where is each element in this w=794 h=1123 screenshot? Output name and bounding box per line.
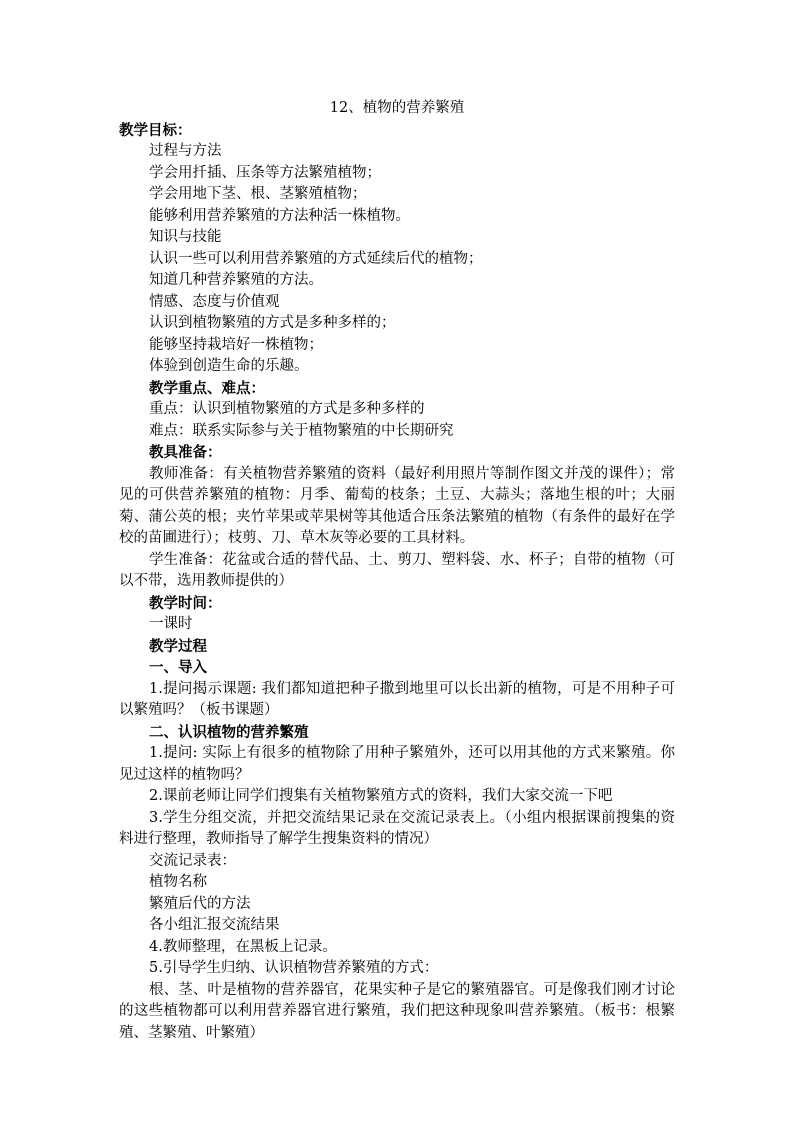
paragraph-teacher-prep: 教师准备：有关植物营养繁殖的资料（最好利用照片等制作图文并茂的课件）；常见的可供营养繁殖的植物：月季、葡萄的枝条；土豆、大蒜头；落地生根的叶；大丽菊、蒲公英的根；夹竹苹果或苹果树等其他适合压条法繁殖的植物（有条件的最好在学校的苗圃进行）；枝剪、刀、草木灰等必要的工具材料。 [119, 465, 675, 546]
paragraph-summary: 根、茎、叶是植物的营养器官，花果实种子是它的繁殖器官。可是像我们刚才讨论的这些植物都可以利用营养器官进行繁殖，我们把这种现象叫营养繁殖。（板书：根繁殖、茎繁殖、叶繁殖） [119, 981, 675, 1041]
document-title: 12、植物的营养繁殖 [329, 100, 465, 116]
heading-section-two: 二、认识植物的营养繁殖 [149, 723, 309, 741]
paragraph-question: 1.提问: 实际上有很多的植物除了用种子繁殖外，还可以用其他的方式来繁殖。你见过这样的植物吗？ [119, 745, 675, 783]
subheading-attitude: 情感、态度与价值观 [149, 293, 280, 310]
text-line: 一课时 [149, 616, 193, 632]
text-line: 认识到植物繁殖的方式是多种多样的； [149, 315, 396, 331]
text-line: 5.引导学生归纳、认识植物营养繁殖的方式： [149, 960, 439, 976]
heading-teaching-process: 教学过程 [149, 637, 207, 655]
paragraph-intro-question: 1.提问揭示课题: 我们都知道把种子撒到地里可以长出新的植物，可是不用种子可以繁殖吗？（板书课题） [119, 680, 675, 718]
text-line: 知道几种营养繁殖的方法。 [149, 272, 323, 288]
text-line: 体验到创造生命的乐趣。 [149, 358, 309, 374]
heading-teaching-goals: 教学目标： [119, 121, 192, 139]
heading-intro: 一、导入 [149, 659, 207, 676]
text-line: 难点：联系实际参与关于植物繁殖的中长期研究 [149, 422, 454, 439]
text-line: 重点：认识到植物繁殖的方式是多种多样的 [149, 401, 425, 417]
text-line: 各小组汇报交流结果 [149, 917, 280, 933]
text-line: 学会用扦插、压条等方法繁殖植物； [149, 164, 381, 181]
text-line: 繁殖后代的方法 [149, 895, 251, 912]
paragraph-group-exchange: 3.学生分组交流，并把交流结果记录在交流记录表上。（小组内根据课前搜集的资料进行整理，教师指导了解学生搜集资料的情况） [119, 809, 675, 847]
text-line: 能够坚持栽培好一株植物； [149, 336, 323, 353]
paragraph-student-prep: 学生准备：花盆或合适的替代品、土、剪刀、塑料袋、水、杯子；自带的植物（可以不带，选用教师提供的） [119, 551, 675, 589]
document-body [119, 98, 675, 1044]
heading-teaching-time: 教学时间： [149, 594, 222, 612]
text-line: 能够利用营养繁殖的方法种活一株植物。 [149, 207, 410, 224]
text-line: 4.教师整理，在黑板上记录。 [149, 938, 337, 955]
heading-key-points: 教学重点、难点： [149, 379, 265, 397]
heading-materials: 教具准备： [149, 444, 222, 461]
text-line: 学会用地下茎、根、茎繁殖植物； [149, 186, 367, 202]
subheading-knowledge: 知识与技能 [149, 229, 222, 245]
text-line: 认识一些可以利用营养繁殖的方式延续后代的植物； [149, 250, 483, 267]
text-line: 植物名称 [149, 874, 207, 890]
text-line: 2.课前老师让同学们搜集有关植物繁殖方式的资料，我们大家交流一下吧 [149, 788, 613, 804]
subheading-process: 过程与方法 [149, 143, 222, 159]
text-line: 交流记录表： [149, 852, 236, 869]
